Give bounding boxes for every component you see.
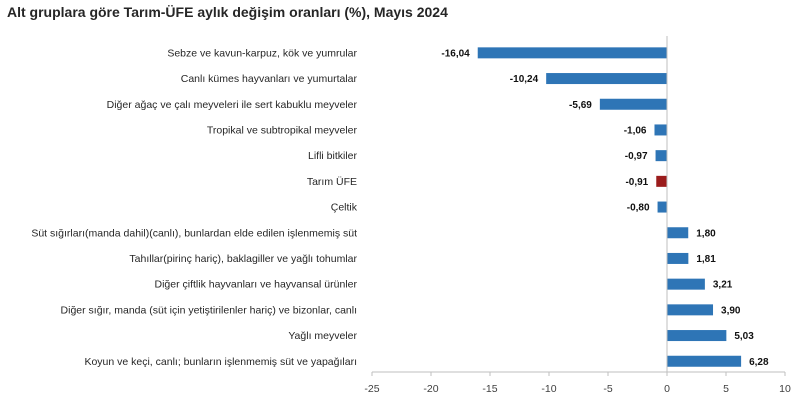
bars — [478, 47, 741, 366]
bar — [667, 253, 688, 264]
data-label: -1,06 — [623, 125, 647, 137]
data-label: -5,69 — [569, 99, 592, 111]
category-label: Diğer çiftlik hayvanları ve hayvansal ürünler — [154, 278, 357, 291]
category-label: Diğer ağaç ve çalı meyveleri ile sert kabuklu meyveler — [106, 98, 357, 111]
data-label: -0,91 — [625, 176, 649, 188]
bar-highlight — [656, 176, 667, 187]
bar — [667, 279, 705, 290]
category-label: Canlı kümes hayvanları ve yumurtalar — [180, 73, 357, 86]
data-label: 1,81 — [696, 253, 716, 265]
data-label: -0,97 — [624, 151, 648, 163]
data-label: 6,28 — [749, 356, 769, 368]
category-label: Diğer sığır, manda (süt için yetiştirilenler hariç) ve bizonlar, canlı — [60, 304, 357, 317]
x-tick-label: -20 — [423, 383, 439, 395]
bar — [667, 227, 688, 238]
x-tick-label: -5 — [603, 383, 613, 395]
x-tick-label: -10 — [541, 383, 557, 395]
bar — [600, 99, 667, 110]
x-tick-label: -15 — [482, 383, 498, 395]
bar — [667, 356, 741, 367]
category-labels — [31, 47, 357, 367]
value-labels — [441, 48, 769, 367]
category-label: Lifli bitkiler — [307, 150, 357, 163]
bar — [546, 73, 667, 84]
category-label: Koyun ve keçi, canlı; bunların işlenmemiş süt ve yapağıları — [84, 355, 357, 368]
bar — [658, 202, 667, 213]
category-label: Çeltik — [330, 201, 357, 214]
data-label: 3,90 — [721, 305, 741, 317]
bar — [667, 330, 726, 341]
category-label: Tropikal ve subtropikal meyveler — [206, 124, 357, 137]
x-tick-label: 0 — [664, 383, 670, 395]
bar — [478, 47, 667, 58]
chart-title: Alt gruplara göre Tarım-ÜFE aylık değişim oranları (%), Mayıs 2024 — [7, 4, 448, 20]
x-tick-label: -25 — [364, 383, 380, 395]
x-tick-label: 10 — [779, 383, 791, 395]
bar — [654, 124, 667, 135]
data-label: -10,24 — [509, 74, 539, 86]
category-label: Tarım ÜFE — [306, 175, 357, 188]
x-axis — [364, 36, 791, 395]
category-label: Tahıllar(pirinç hariç), baklagiller ve yağlı tohumlar — [129, 252, 357, 265]
category-label: Sebze ve kavun-karpuz, kök ve yumrular — [167, 47, 357, 60]
x-tick-label: 5 — [723, 383, 729, 395]
data-label: 1,80 — [696, 228, 716, 240]
bar — [667, 304, 713, 315]
data-label: 5,03 — [734, 331, 754, 343]
data-label: -16,04 — [441, 48, 470, 60]
data-label: 3,21 — [712, 279, 733, 291]
category-label: Yağlı meyveler — [288, 330, 357, 343]
category-label: Süt sığırları(manda dahil)(canlı), bunlardan elde edilen işlenmemiş süt — [31, 227, 357, 240]
bar — [656, 150, 667, 161]
data-label: -0,80 — [626, 202, 650, 214]
